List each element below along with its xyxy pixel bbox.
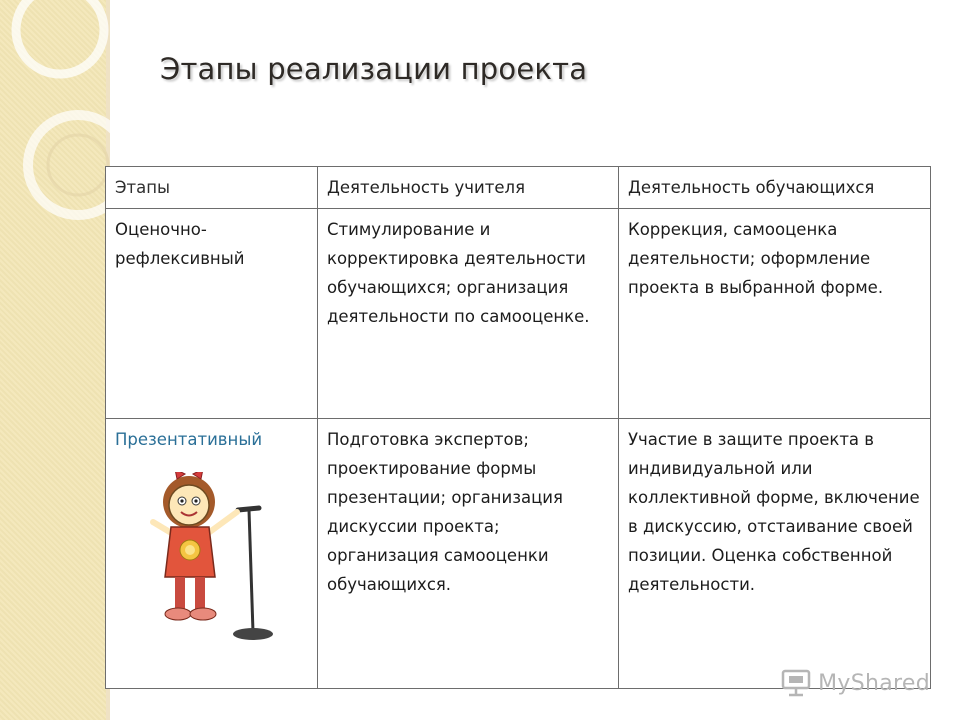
- table-header-row: [106, 167, 931, 209]
- student-activity-cell: Участие в защите проекта в индивидуальной или коллективной форме, включение в дискуссию, отстаивание своей позиции. Оценка собственной деятельности.: [619, 419, 931, 689]
- header-teacher-activity: Деятельность учителя: [318, 167, 619, 209]
- table-row: [106, 419, 931, 689]
- presentation-screen-icon: [780, 668, 812, 698]
- watermark: [780, 668, 930, 698]
- header-student-activity: Деятельность обучающихся: [619, 167, 931, 209]
- stage-label: Презентативный: [115, 430, 263, 449]
- project-stages-table: [105, 166, 931, 689]
- stage-cell-with-illustration: [106, 419, 318, 689]
- teacher-activity-cell: Стимулирование и корректировка деятельности обучающихся; организация деятельности по самооценке.: [318, 209, 619, 419]
- girl-with-microphone-illustration: [145, 472, 275, 647]
- stage-cell: Оценочно-рефлексивный: [106, 209, 318, 419]
- watermark-text: MyShared: [818, 670, 930, 696]
- teacher-activity-cell: Подготовка экспертов; проектирование формы презентации; организация дискуссии проекта; организация самооценки обучающихся.: [318, 419, 619, 689]
- slide-title: Этапы реализации проекта: [160, 52, 588, 86]
- header-stages: Этапы: [106, 167, 318, 209]
- table-row: [106, 209, 931, 419]
- student-activity-cell: Коррекция, самооценка деятельности; оформление проекта в выбранной форме.: [619, 209, 931, 419]
